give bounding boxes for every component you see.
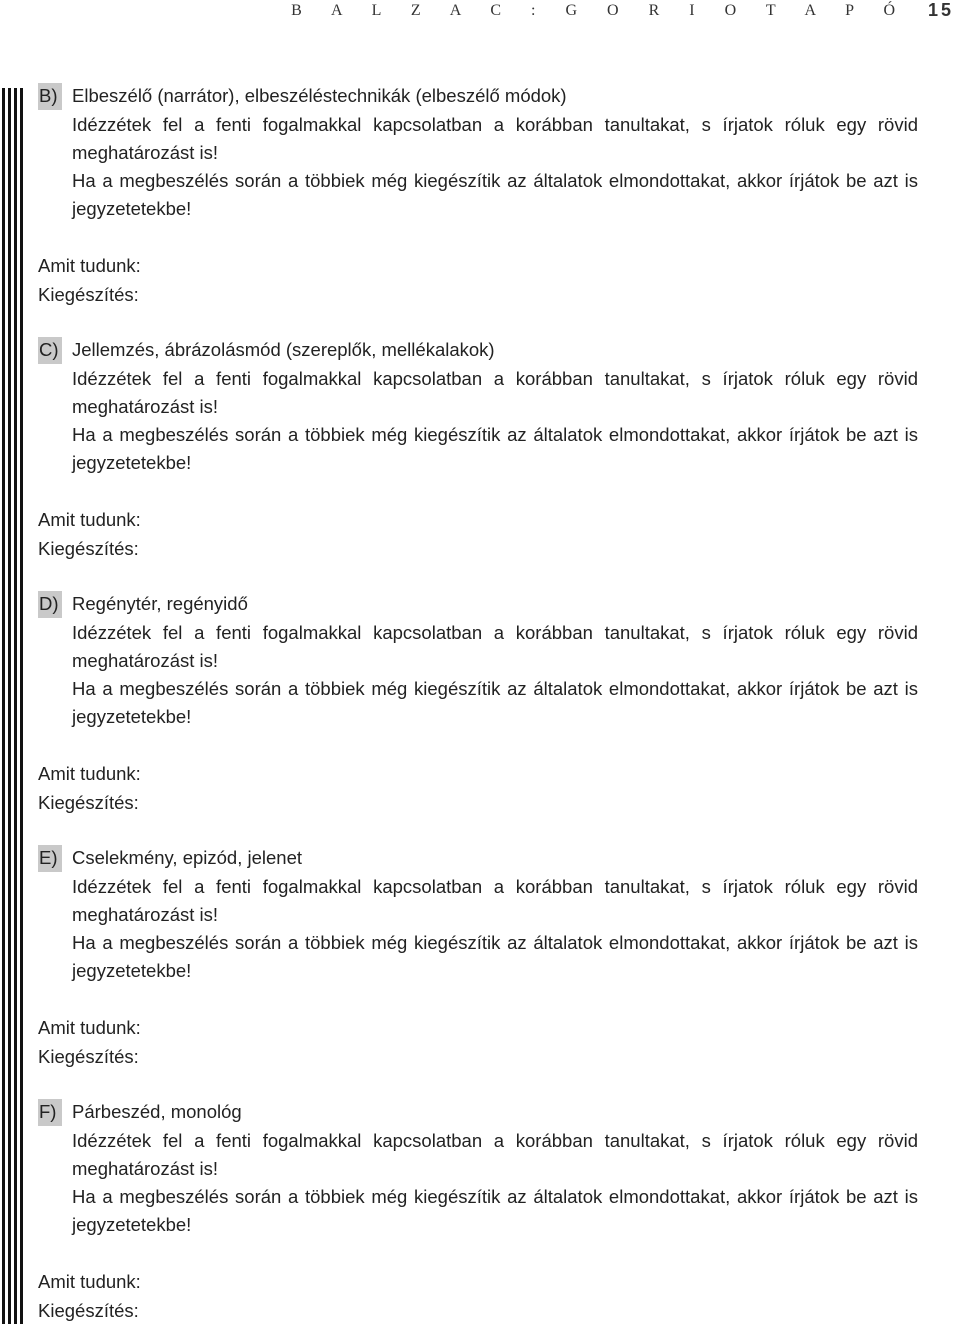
edge-rule bbox=[2, 88, 5, 1324]
known-label: Amit tudunk: bbox=[38, 1271, 141, 1292]
page-number: 15 bbox=[927, 0, 954, 20]
instruction-paragraph: Ha a megbeszélés során a többiek még kiegészítik az általatok elmondottakat, akkor írjátok be azt is jegyzetetekbe! bbox=[72, 932, 918, 981]
known-label: Amit tudunk: bbox=[38, 1017, 141, 1038]
section-letter: C) bbox=[39, 339, 59, 360]
notes-block bbox=[38, 759, 918, 817]
section-b bbox=[38, 83, 918, 309]
edge-rule bbox=[8, 88, 11, 1324]
instruction-paragraph: Idézzétek fel a fenti fogalmakkal kapcsolatban a korábban tanultakat, s írjatok róluk egy rövid meghatározást is! bbox=[72, 876, 918, 925]
section-heading bbox=[38, 83, 918, 111]
section-letter-box bbox=[38, 845, 62, 872]
instruction-paragraph: Ha a megbeszélés során a többiek még kiegészítik az általatok elmondottakat, akkor írjátok be azt is jegyzetetekbe! bbox=[72, 678, 918, 727]
addition-label: Kiegészítés: bbox=[38, 284, 139, 305]
section-letter-box bbox=[38, 591, 62, 618]
notes-block bbox=[38, 251, 918, 309]
running-header bbox=[0, 0, 960, 24]
section-letter: B) bbox=[39, 85, 58, 106]
running-title: B A L Z A C : G O R I O T A P Ó bbox=[291, 2, 908, 19]
section-letter: D) bbox=[39, 593, 59, 614]
section-title: Cselekmény, epizód, jelenet bbox=[72, 847, 303, 868]
known-label: Amit tudunk: bbox=[38, 763, 141, 784]
addition-label: Kiegészítés: bbox=[38, 538, 139, 559]
addition-label: Kiegészítés: bbox=[38, 792, 139, 813]
notes-block bbox=[38, 505, 918, 563]
section-title: Elbeszélő (narrátor), elbeszéléstechnikák (elbeszélő módok) bbox=[72, 85, 567, 106]
known-label: Amit tudunk: bbox=[38, 255, 141, 276]
section-heading bbox=[38, 1099, 918, 1127]
addition-label: Kiegészítés: bbox=[38, 1046, 139, 1067]
notes-block bbox=[38, 1013, 918, 1071]
section-letter-box bbox=[38, 337, 62, 364]
instruction-paragraph: Ha a megbeszélés során a többiek még kiegészítik az általatok elmondottakat, akkor írjátok be azt is jegyzetetekbe! bbox=[72, 170, 918, 219]
section-d bbox=[38, 591, 918, 817]
section-e bbox=[38, 845, 918, 1071]
notes-block bbox=[38, 1267, 918, 1325]
section-letter-box bbox=[38, 1099, 62, 1126]
section-c bbox=[38, 337, 918, 563]
known-label: Amit tudunk: bbox=[38, 509, 141, 530]
instruction-paragraph: Ha a megbeszélés során a többiek még kiegészítik az általatok elmondottakat, akkor írjátok be azt is jegyzetetekbe! bbox=[72, 1186, 918, 1235]
edge-rules-decoration bbox=[0, 88, 26, 1324]
edge-rule bbox=[14, 88, 17, 1324]
instruction-paragraph: Ha a megbeszélés során a többiek még kiegészítik az általatok elmondottakat, akkor írjátok be azt is jegyzetetekbe! bbox=[72, 424, 918, 473]
section-letter-box bbox=[38, 83, 62, 110]
instruction-paragraph: Idézzétek fel a fenti fogalmakkal kapcsolatban a korábban tanultakat, s írjatok róluk egy rövid meghatározást is! bbox=[72, 368, 918, 417]
section-letter: F) bbox=[39, 1101, 57, 1122]
addition-label: Kiegészítés: bbox=[38, 1300, 139, 1321]
section-title: Jellemzés, ábrázolásmód (szereplők, mellékalakok) bbox=[72, 339, 495, 360]
section-letter: E) bbox=[39, 847, 58, 868]
instruction-paragraph: Idézzétek fel a fenti fogalmakkal kapcsolatban a korábban tanultakat, s írjatok róluk egy rövid meghatározást is! bbox=[72, 622, 918, 671]
section-f bbox=[38, 1099, 918, 1325]
section-title: Párbeszéd, monológ bbox=[72, 1101, 242, 1122]
section-heading bbox=[38, 337, 918, 365]
instruction-paragraph: Idézzétek fel a fenti fogalmakkal kapcsolatban a korábban tanultakat, s írjatok róluk egy rövid meghatározást is! bbox=[72, 1130, 918, 1179]
instruction-paragraph: Idézzétek fel a fenti fogalmakkal kapcsolatban a korábban tanultakat, s írjatok róluk egy rövid meghatározást is! bbox=[72, 114, 918, 163]
section-title: Regénytér, regényidő bbox=[72, 593, 248, 614]
section-heading bbox=[38, 591, 918, 619]
section-heading bbox=[38, 845, 918, 873]
edge-rule bbox=[20, 88, 23, 1324]
